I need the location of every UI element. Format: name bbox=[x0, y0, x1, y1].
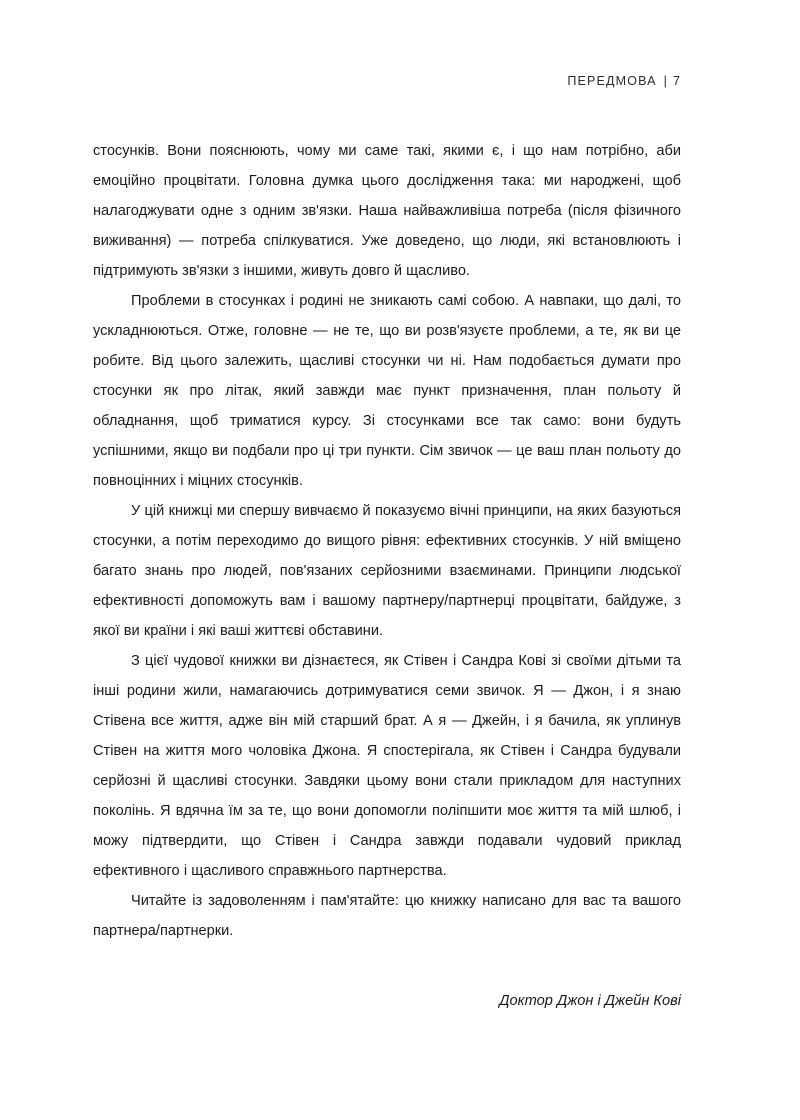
paragraph-continued: стосунків. Вони пояснюють, чому ми саме такі, якими є, і що нам потрібно, аби емоційно процвітати. Головна думка цього дослідження така: ми народжені, щоб налагоджувати одне з одним зв'язки. Наша найважливіша потреба (після фізичного виживання) — потреба спілкуватися. Уже доведено, що люди, які встановлюють і підтримують зв'язки з іншими, живуть довго й щасливо. bbox=[93, 143, 681, 279]
paragraph-problems: Проблеми в стосунках і родині не зникають самі собою. А навпаки, що далі, то ускладнюються. Отже, головне — не те, що ви розв'язуєте проблеми, а те, як ви це робите. Від цього залежить, щасливі стосунки чи ні. Нам подобається думати про стосунки як про літак, який завжди має пункт призначення, план польоту й обладнання, щоб триматися курсу. Зі стосунками все так само: вони будуть успішними, якщо ви подбали про ці три пункти. Сім звичок — це ваш план польоту до повноцінних і міцних стосунків. bbox=[93, 293, 681, 489]
running-head bbox=[93, 74, 680, 88]
paragraph-covey: З цієї чудової книжки ви дізнаєтеся, як Стівен і Сандра Кові зі своїми дітьми та інші родини жили, намагаючись дотримуватися семи звичок. Я — Джон, і я знаю Стівена все життя, адже він мій старший брат. А я — Джейн, і я бачила, як уплинув Стівен на життя мого чоловіка Джона. Я спостерігала, як Стівен і Сандра будували серйозні й щасливі стосунки. Завдяки цьому вони стали прикладом для наступних поколінь. Я вдячна їм за те, що вони допомогли поліпшити моє життя та мій шлюб, і можу підтвердити, що Стівен і Сандра завжди подавали чудовий приклад ефективного і щасливого справжнього партнерства. bbox=[93, 653, 681, 879]
paragraph-book: У цій книжці ми спершу вивчаємо й показуємо вічні принципи, на яких базуються стосунки, а потім переходимо до вищого рівня: ефективних стосунків. У ній вміщено багато знань про людей, пов'язаних серйозними взаєминами. Принципи людської ефективності допоможуть вам і вашому партнеру/партнерці процвітати, байдуже, з якої ви країни і які ваші життєві обставини. bbox=[93, 503, 681, 639]
paragraph-closing: Читайте із задоволенням і пам'ятайте: цю книжку написано для вас та вашого партнера/партнерки. bbox=[93, 893, 681, 939]
page-number: 7 bbox=[673, 74, 680, 88]
author-signature: Доктор Джон і Джейн Кові bbox=[499, 993, 681, 1009]
running-head-separator: | bbox=[663, 74, 669, 88]
body-text-column bbox=[93, 136, 681, 1016]
running-head-chapter-label: ПЕРЕДМОВА bbox=[567, 74, 657, 88]
